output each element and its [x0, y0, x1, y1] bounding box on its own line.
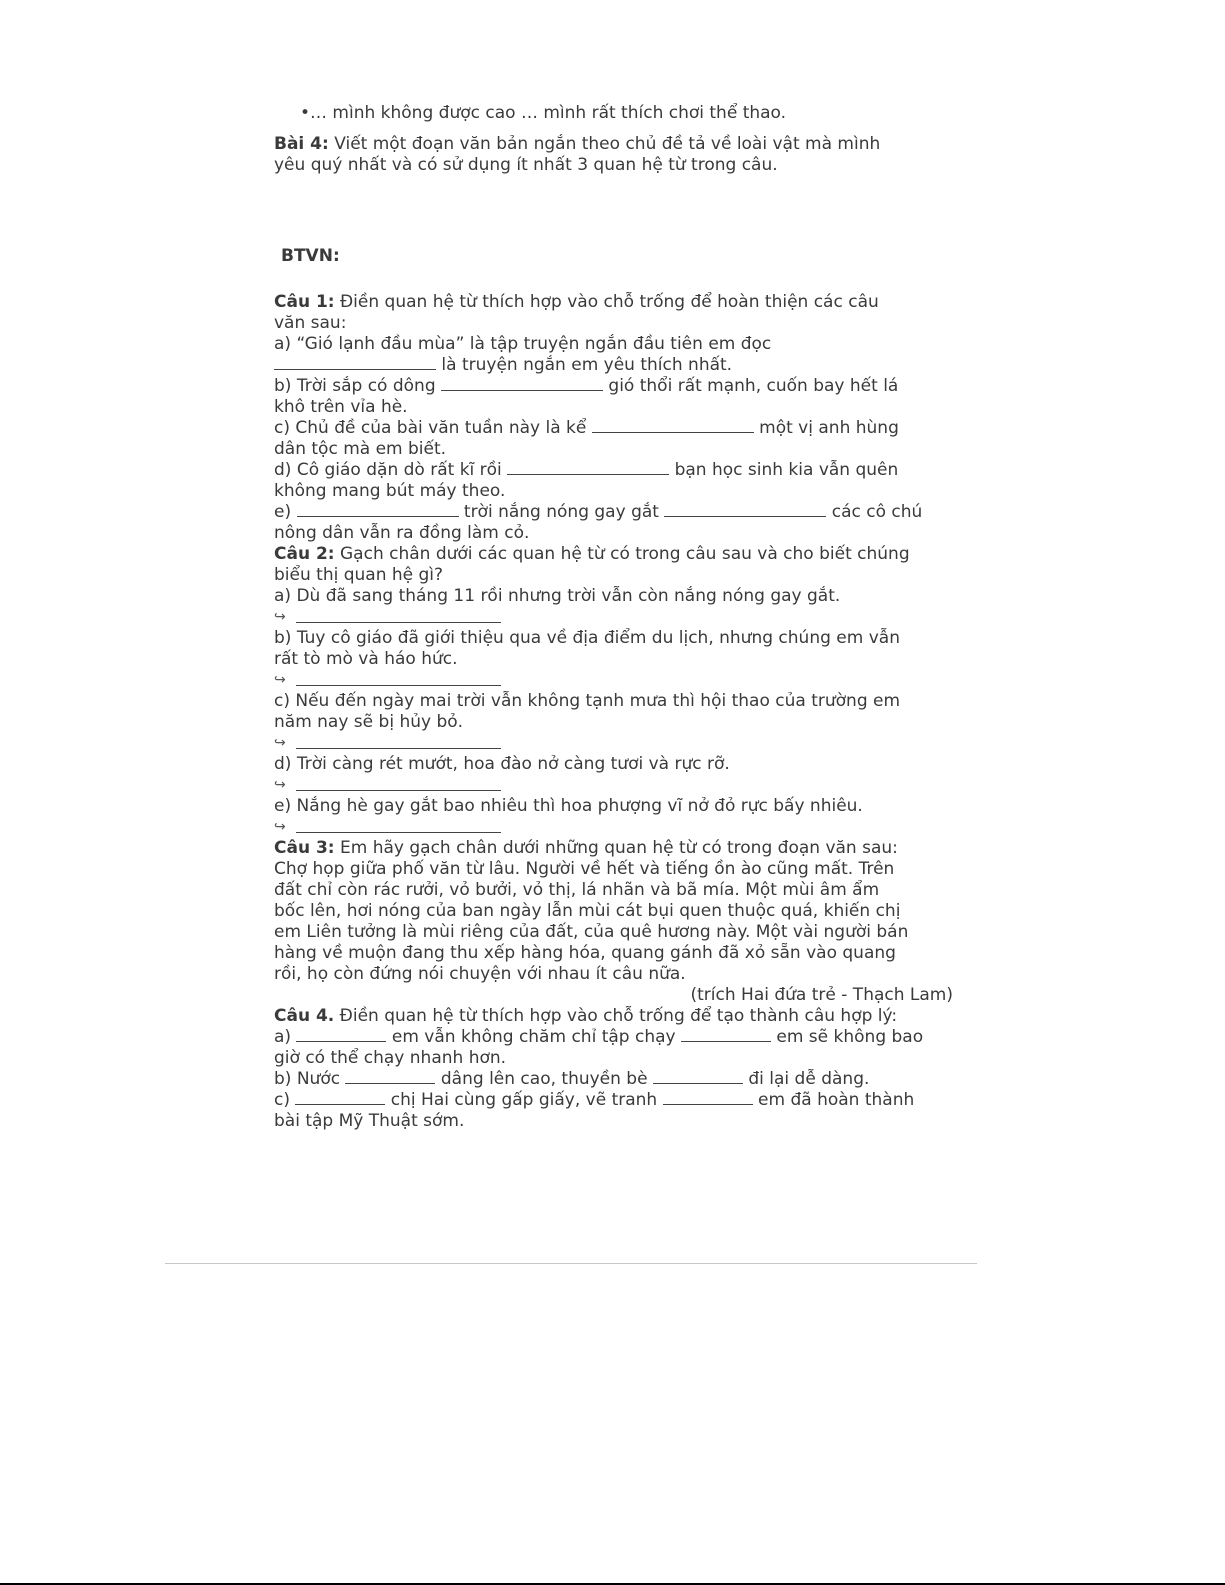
cau4-a-line2: giờ có thể chạy nhanh hơn. [274, 1048, 507, 1068]
cau1-line1 [274, 292, 954, 313]
cau2-e: e) Nắng hè gay gắt bao nhiêu thì hoa phượng vĩ nở đỏ rực bấy nhiêu. [274, 796, 863, 816]
cau4-b-mid: dâng lên cao, thuyền bè [435, 1069, 653, 1089]
answer-line [274, 670, 954, 691]
cau1-d-post: bạn học sinh kia vẫn quên [669, 460, 899, 480]
cau4-a-mid: em vẫn không chăm chỉ tập chạy [386, 1027, 681, 1047]
bai4-line1 [274, 134, 954, 155]
fill-blank[interactable] [507, 460, 669, 475]
page-divider [165, 1263, 977, 1264]
fill-blank[interactable] [297, 502, 459, 517]
cau3-passage-3: bốc lên, hơi nóng của ban ngày lẫn mùi cát bụi quen thuộc quá, khiến chị [274, 901, 901, 921]
cau1-label: Câu 1: [274, 292, 335, 312]
answer-blank[interactable] [296, 608, 501, 623]
cau3-passage-6: rồi, họ còn đứng nói chuyện với nhau ít câu nữa. [274, 964, 686, 984]
fill-blank[interactable] [441, 376, 603, 391]
cau1-b-post: gió thổi rất mạnh, cuốn bay hết lá [603, 376, 899, 396]
fill-blank[interactable] [296, 1027, 386, 1042]
cau4-b-pre: b) Nước [274, 1069, 346, 1089]
cau3-text: Em hãy gạch chân dưới những quan hệ từ có trong đoạn văn sau: [334, 838, 898, 858]
fill-blank[interactable] [592, 418, 754, 433]
answer-blank[interactable] [296, 818, 501, 833]
cau1-e-line2: nông dân vẫn ra đồng làm cỏ. [274, 523, 530, 543]
cau1-text: Điền quan hệ từ thích hợp vào chỗ trống để hoàn thiện các câu [334, 292, 879, 312]
cau1-a-line2 [274, 355, 954, 376]
cau4-label: Câu 4. [274, 1006, 335, 1026]
cau2-b-line2: rất tò mò và háo hức. [274, 649, 458, 669]
arrow-icon: ↪ [274, 672, 286, 688]
cau4-c-pre: c) [274, 1090, 296, 1110]
fill-blank[interactable] [664, 502, 826, 517]
arrow-icon: ↪ [274, 609, 286, 625]
fill-blank[interactable] [345, 1069, 435, 1084]
cau4-a-line1 [274, 1027, 954, 1048]
fill-blank[interactable] [653, 1069, 743, 1084]
cau3-passage-1: Chợ họp giữa phố văn từ lâu. Người về hết và tiếng ồn ào cũng mất. Trên [274, 859, 895, 879]
cau2-text: Gạch chân dưới các quan hệ từ có trong câu sau và cho biết chúng [334, 544, 910, 564]
cau3-passage-5: hàng về muộn đang thu xếp hàng hóa, quang gánh đã xỏ sẵn vào quang [274, 943, 896, 963]
cau2-line2: biểu thị quan hệ gì? [274, 565, 444, 585]
cau1-c-line2: dân tộc mà em biết. [274, 439, 447, 459]
cau2-c-line1: c) Nếu đến ngày mai trời vẫn không tạnh mưa thì hội thao của trường em [274, 691, 901, 711]
cau2-label: Câu 2: [274, 544, 335, 564]
cau4-c-post: em đã hoàn thành [752, 1090, 915, 1110]
cau3-passage-4: em Liên tưởng là mùi riêng của đất, của quê hương này. Một vài người bán [274, 922, 909, 942]
cau4-line1 [274, 1006, 954, 1027]
worksheet-content [274, 103, 954, 1132]
cau4-c-line2: bài tập Mỹ Thuật sớm. [274, 1111, 465, 1131]
fill-blank[interactable] [663, 1090, 753, 1105]
cau4-a-pre: a) [274, 1027, 297, 1047]
answer-line [274, 607, 954, 628]
cau3-label: Câu 3: [274, 838, 335, 858]
cau1-c-pre: c) Chủ đề của bài văn tuần này là kể [274, 418, 592, 438]
cau4-a-post: em sẽ không bao [770, 1027, 924, 1047]
cau4-c-line1 [274, 1090, 954, 1111]
cau2-c-line2: năm nay sẽ bị hủy bỏ. [274, 712, 464, 732]
answer-blank[interactable] [296, 734, 501, 749]
cau3-passage-2: đất chỉ còn rác rưởi, vỏ bưởi, vỏ thị, lá nhãn và bã mía. Một mùi âm ẩm [274, 880, 880, 900]
cau1-e-line1 [274, 502, 954, 523]
cau2-b-line1: b) Tuy cô giáo đã giới thiệu qua về địa điểm du lịch, nhưng chúng em vẫn [274, 628, 900, 648]
cau1-b-line2: khô trên vỉa hè. [274, 397, 408, 417]
bai4-line2: yêu quý nhất và có sử dụng ít nhất 3 quan hệ từ trong câu. [274, 155, 778, 175]
cau1-d-pre: d) Cô giáo dặn dò rất kĩ rồi [274, 460, 508, 480]
cau4-b-post: đi lại dễ dàng. [742, 1069, 870, 1089]
answer-blank[interactable] [296, 671, 501, 686]
btvn-heading: BTVN: [281, 246, 340, 266]
arrow-icon: ↪ [274, 819, 286, 835]
bullet-line: •… mình không được cao … mình rất thích chơi thể thao. [300, 103, 787, 123]
answer-line [274, 817, 954, 838]
fill-blank[interactable] [295, 1090, 385, 1105]
fill-blank[interactable] [681, 1027, 771, 1042]
arrow-icon: ↪ [274, 735, 286, 751]
cau4-c-mid: chị Hai cùng gấp giấy, vẽ tranh [385, 1090, 663, 1110]
cau1-a-line1: a) “Gió lạnh đầu mùa” là tập truyện ngắn đầu tiên em đọc [274, 334, 772, 354]
cau1-e-mid: trời nắng nóng gay gắt [458, 502, 665, 522]
cau1-e-post: các cô chú [826, 502, 923, 522]
cau1-d-line1 [274, 460, 954, 481]
cau2-line1 [274, 544, 954, 565]
cau1-line2: văn sau: [274, 313, 347, 333]
answer-blank[interactable] [296, 776, 501, 791]
cau1-c-post: một vị anh hùng [753, 418, 899, 438]
cau1-b-pre: b) Trời sắp có dông [274, 376, 442, 396]
fill-blank[interactable] [274, 355, 436, 370]
cau2-a: a) Dù đã sang tháng 11 rồi nhưng trời vẫn còn nắng nóng gay gắt. [274, 586, 841, 606]
cau1-d-line2: không mang bút máy theo. [274, 481, 506, 501]
cau1-a-text: là truyện ngắn em yêu thích nhất. [436, 355, 733, 375]
cau4-b [274, 1069, 954, 1090]
cau3-line1 [274, 838, 954, 859]
answer-line [274, 775, 954, 796]
bai4-text: Viết một đoạn văn bản ngắn theo chủ đề tả về loài vật mà mình [328, 134, 881, 154]
cau2-d: d) Trời càng rét mướt, hoa đào nở càng tươi và rực rỡ. [274, 754, 730, 774]
arrow-icon: ↪ [274, 777, 286, 793]
cau3-source: (trích Hai đứa trẻ - Thạch Lam) [690, 985, 953, 1005]
bai4-label: Bài 4: [274, 134, 329, 154]
cau4-text: Điền quan hệ từ thích hợp vào chỗ trống để tạo thành câu hợp lý: [334, 1006, 898, 1026]
answer-line [274, 733, 954, 754]
cau1-b-line1 [274, 376, 954, 397]
cau1-c-line1 [274, 418, 954, 439]
cau1-e-pre: e) [274, 502, 297, 522]
